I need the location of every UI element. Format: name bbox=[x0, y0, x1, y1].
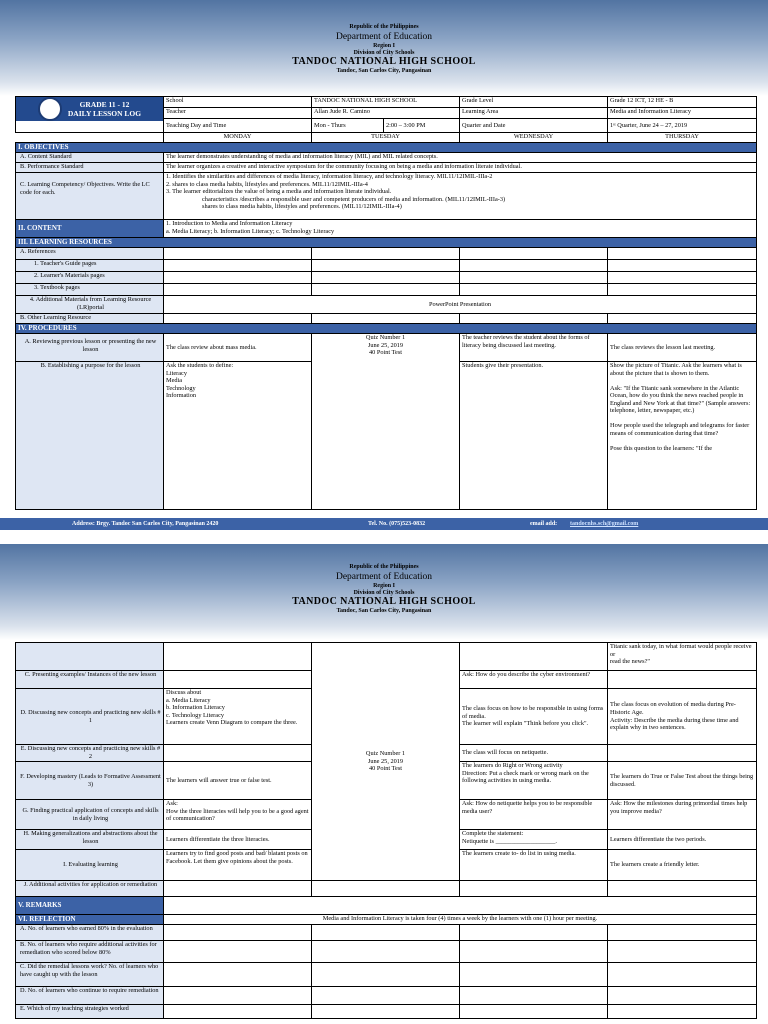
teaching-label: Teaching Day and Time bbox=[164, 119, 312, 133]
reflection-b-label: B. No. of learners who require additional activities for remediation who scored below 80% bbox=[16, 941, 164, 963]
title-block bbox=[16, 97, 164, 133]
proc-a-wednesday: The teacher reviews the student about the forms of literacy being discussed last meeting. bbox=[460, 334, 608, 362]
proc-b-thursday bbox=[608, 362, 757, 510]
proc-b-label: B. Establishing a purpose for the lesson bbox=[16, 362, 164, 510]
department-line-2: Department of Education bbox=[335, 572, 433, 582]
day-monday: MONDAY bbox=[164, 133, 312, 143]
proc-h-monday: Learners differentiate the three literacies. bbox=[164, 830, 312, 850]
page-header bbox=[0, 24, 768, 75]
republic-line-2: Republic of the Philippines bbox=[349, 564, 419, 570]
deped-seal-icon bbox=[38, 97, 62, 121]
proc-g-label: G. Finding practical application of concepts and skills in daily living bbox=[16, 800, 164, 830]
daily-log-title: DAILY LESSON LOG bbox=[67, 109, 142, 118]
proc-h-label: H. Making generalizations and abstractions about the lesson bbox=[16, 830, 164, 850]
department-line: Department of Education bbox=[335, 32, 433, 42]
quiz-date: June 25, 2019 bbox=[367, 341, 404, 349]
content-standard: The learner demonstrates understanding of media and information literacy (MIL) and MIL related concepts. bbox=[164, 153, 757, 163]
proc-b-thursday-text: Show the picture of Titanic. Ask the learners what is about the picture that is shown to them. Ask: "If the Titanic sank somewhere in the Atlantic Ocean, how do you think the news reached people in England and New York at that time?" (Sample answers: telephone, letter, newspaper, etc.) How people used the telegraph and telegrams for faster means of communication during that time? Pose this question to the learners: "If the bbox=[610, 362, 751, 453]
day-thursday: THURSDAY bbox=[608, 133, 757, 143]
proc-b-thursday-cont-text: Titanic sank today, in what format would people receive or read the news?" bbox=[610, 643, 752, 666]
proc-f-wednesday-text: The learners do Right or Wrong activity Direction: Put a check mark or wrong mark on the following activities in using media. bbox=[462, 762, 589, 785]
footer-tel: Tel. No. (075)523-0832 bbox=[368, 521, 426, 527]
grade-title: GRADE 11 - 12 bbox=[79, 100, 130, 109]
reflection-d-label: D. No. of learners who continue to require remediation bbox=[16, 987, 164, 1005]
proc-d-monday bbox=[164, 689, 312, 745]
quiz-points-2: 40 Point Test bbox=[368, 765, 403, 773]
proc-d-monday-text: Discuss about a. Media Literacy b. Information Literacy c. Technology Literacy Learners create Venn Diagram to compare the three. bbox=[166, 689, 298, 727]
teacher-label: Teacher bbox=[164, 108, 312, 119]
proc-g-monday bbox=[164, 800, 312, 830]
section-reflection: VI. REFLECTION bbox=[16, 915, 164, 925]
proc-h-wednesday-text: Complete the statement: Netiquette is ___________________. bbox=[462, 830, 557, 845]
page-footer bbox=[0, 518, 768, 530]
grade-level-label: Grade Level bbox=[460, 97, 608, 108]
day-tuesday: TUESDAY bbox=[312, 133, 460, 143]
quarter-value: 1ˢᵗ Quarter, June 24 – 27, 2019 bbox=[608, 119, 757, 133]
proc-c-wednesday: Ask: How do you describe the cyber environment? bbox=[460, 671, 608, 689]
quiz-title: Quiz Number 1 bbox=[365, 334, 406, 341]
section-resources: III. LEARNING RESOURCES bbox=[16, 238, 757, 248]
school-value: TANDOC NATIONAL HIGH SCHOOL bbox=[312, 97, 460, 108]
proc-i-label: I. Evaluating learning bbox=[16, 850, 164, 881]
proc-d-wednesday-text: The class focus on how to be responsible in using forms of media. The learner will explain "Think before you click". bbox=[462, 705, 604, 728]
tuesday-quiz-2 bbox=[312, 643, 460, 881]
teachers-guide-label: 1. Teacher's Guide pages bbox=[16, 260, 164, 272]
teaching-days: Mon - Thurs bbox=[312, 119, 384, 133]
reflection-c-label: C. Did the remedial lessons work? No. of learners who have caught up with the lesson bbox=[16, 963, 164, 987]
tuesday-quiz bbox=[312, 334, 460, 510]
content-topics bbox=[164, 220, 757, 238]
proc-d-wednesday bbox=[460, 689, 608, 745]
textbook-label: 3. Textbook pages bbox=[16, 284, 164, 296]
teaching-time: 2:00 – 3:00 PM bbox=[384, 119, 460, 133]
content-line-2: a. Media Literacy; b. Information Literacy; c. Technology Literacy bbox=[166, 227, 335, 235]
proc-f-label: F. Developing mastery (Leads to Formative Assessment 3) bbox=[16, 762, 164, 800]
learning-area-label: Learning Area bbox=[460, 108, 608, 119]
competency-label: C. Learning Competency/ Objectives. Write the LC code for each. bbox=[16, 173, 164, 220]
proc-a-thursday: The class reviews the lesson last meeting. bbox=[608, 334, 757, 362]
proc-h-wednesday bbox=[460, 830, 608, 850]
division-line: Division of City Schools bbox=[353, 50, 415, 56]
republic-line: Republic of the Philippines bbox=[349, 24, 419, 30]
proc-i-monday: Learners try to find good posts and bad/ blatant posts on Facebook. Let them give opinions about the posts. bbox=[164, 850, 312, 881]
proc-b-monday bbox=[164, 362, 312, 510]
proc-a-monday: The class review about mass media. bbox=[164, 334, 312, 362]
other-resource-label: B. Other Learning Resource bbox=[16, 314, 164, 324]
powerpoint-resource: PowerPoint Presentation bbox=[164, 296, 757, 314]
proc-b-thursday-cont bbox=[608, 643, 757, 671]
section-procedures: IV. PROCEDURES bbox=[16, 324, 757, 334]
quiz-title-2: Quiz Number 1 bbox=[365, 750, 406, 758]
school-address-line-2: Tandoc, San Carlos City, Pangasinan bbox=[336, 608, 432, 614]
proc-b-monday-text: Ask the students to define: Literacy Media Technology Information bbox=[166, 362, 234, 400]
proc-g-wednesday: Ask: How do netiquette helps you to be responsible media user? bbox=[460, 800, 608, 830]
grade-level-value: Grade 12 ICT, 12 HE - B bbox=[608, 97, 757, 108]
school-label: School bbox=[164, 97, 312, 108]
school-address-line: Tandoc, San Carlos City, Pangasinan bbox=[336, 68, 432, 74]
proc-c-label: C. Presenting examples/ Instances of the new lesson bbox=[16, 671, 164, 689]
proc-d-label: D. Discussing new concepts and practicing new skills # 1 bbox=[16, 689, 164, 745]
competency-4: characteristics /describes a responsible user and competent producers of media and information. (MIL11/12IMIL-IIIa-3) bbox=[202, 195, 506, 203]
competency-3: 3. The learner editorializes the value of being a media and information literate individual. bbox=[166, 188, 392, 196]
lesson-log-table-2 bbox=[15, 642, 757, 1019]
learners-materials-label: 2. Learner's Materials pages bbox=[16, 272, 164, 284]
section-content: II. CONTENT bbox=[16, 220, 164, 238]
page-header-2 bbox=[0, 564, 768, 615]
school-name-heading-2: TANDOC NATIONAL HIGH SCHOOL bbox=[292, 596, 476, 607]
competency-5: shares to class media habits, lifestyles and preferences. (MIL11/12IMIL-IIIa-4) bbox=[202, 203, 402, 211]
proc-f-wednesday bbox=[460, 762, 608, 800]
proc-e-wednesday: The class will focus on netiquette. bbox=[460, 745, 608, 762]
footer-address: Address: Brgy. Tandoc San Carlos City, Pangasinan 2420 bbox=[72, 521, 219, 527]
proc-b-wednesday: Students give their presentation. bbox=[460, 362, 608, 510]
proc-e-label: E. Discussing new concepts and practicing new skills # 2 bbox=[16, 745, 164, 762]
footer-email-label: email add: bbox=[530, 521, 558, 527]
reflection-a-label: A. No. of learners who earned 80% in the evaluation bbox=[16, 925, 164, 941]
learning-area-value: Media and Information Literacy bbox=[608, 108, 757, 119]
teacher-value: Allan Jude R. Camino bbox=[312, 108, 460, 119]
region-line: Region I bbox=[373, 43, 395, 49]
competency-list bbox=[164, 173, 757, 220]
section-remarks: V. REMARKS bbox=[16, 897, 164, 915]
content-line-1: 1. Introduction to Media and Information Literacy bbox=[166, 220, 293, 227]
proc-i-wednesday: The learners create to- do list in using media. bbox=[460, 850, 608, 881]
additional-materials-label: 4. Additional Materials from Learning Resource (LR)portal bbox=[16, 296, 164, 314]
proc-i-thursday: The learners create a friendly letter. bbox=[608, 850, 757, 881]
division-line-2: Division of City Schools bbox=[353, 590, 415, 596]
day-wednesday: WEDNESDAY bbox=[460, 133, 608, 143]
content-standard-label: A. Content Standard bbox=[16, 153, 164, 163]
competency-2: 2. shares to class media habits, lifestyles and preferences. MIL11/12IMIL-IIIa-4 bbox=[166, 180, 368, 188]
footer-email-link[interactable]: tandocnhs.sch@gmail.com bbox=[570, 521, 639, 527]
references-label: A. References bbox=[16, 248, 164, 260]
region-line-2: Region I bbox=[373, 583, 395, 589]
proc-f-thursday: The learners do True or False Test about the things being discussed. bbox=[608, 762, 757, 800]
performance-standard-label: B. Performance Standard bbox=[16, 163, 164, 173]
quarter-label: Quarter and Date bbox=[460, 119, 608, 133]
competency-1: 1. Identifies the similarities and differences of media literacy, information literacy, and technology literacy. MIL11/12IMIL-IIIa-2 bbox=[166, 173, 493, 180]
performance-standard: The learner organizes a creative and interactive symposium for the community focusing on being a media and information literate individual. bbox=[164, 163, 757, 173]
proc-a-label: A. Reviewing previous lesson or presenting the new lesson bbox=[16, 334, 164, 362]
lesson-log-table bbox=[15, 96, 757, 510]
remarks-note: Media and Information Literacy is taken four (4) times a week by the learners with one (1) hour per meeting. bbox=[164, 915, 757, 925]
page-2 bbox=[0, 544, 768, 1024]
quiz-points: 40 Point Test bbox=[368, 349, 403, 357]
proc-j-label: J. Additional activities for application or remediation bbox=[16, 881, 164, 897]
page-gap bbox=[0, 530, 768, 544]
proc-f-monday: The learners will answer true or false test. bbox=[164, 762, 312, 800]
proc-d-thursday bbox=[608, 689, 757, 745]
proc-g-monday-text: Ask: How the three literacies will help you to be a good agent of communication? bbox=[166, 800, 309, 823]
proc-d-thursday-text: The class focus on evolution of media during Pre- Historic Age. Activity: Describe the media during these time and explain why in two sentences. bbox=[610, 701, 739, 732]
proc-g-thursday: Ask: How the milestones during primordial times help you improve media? bbox=[608, 800, 757, 830]
reflection-e-label: E. Which of my teaching strategies worked bbox=[16, 1005, 164, 1019]
proc-h-thursday: Learners differentiate the two periods. bbox=[608, 830, 757, 850]
quiz-date-2: June 25, 2019 bbox=[367, 757, 404, 765]
section-objectives: I. OBJECTIVES bbox=[16, 143, 757, 153]
school-name-heading: TANDOC NATIONAL HIGH SCHOOL bbox=[292, 56, 476, 67]
